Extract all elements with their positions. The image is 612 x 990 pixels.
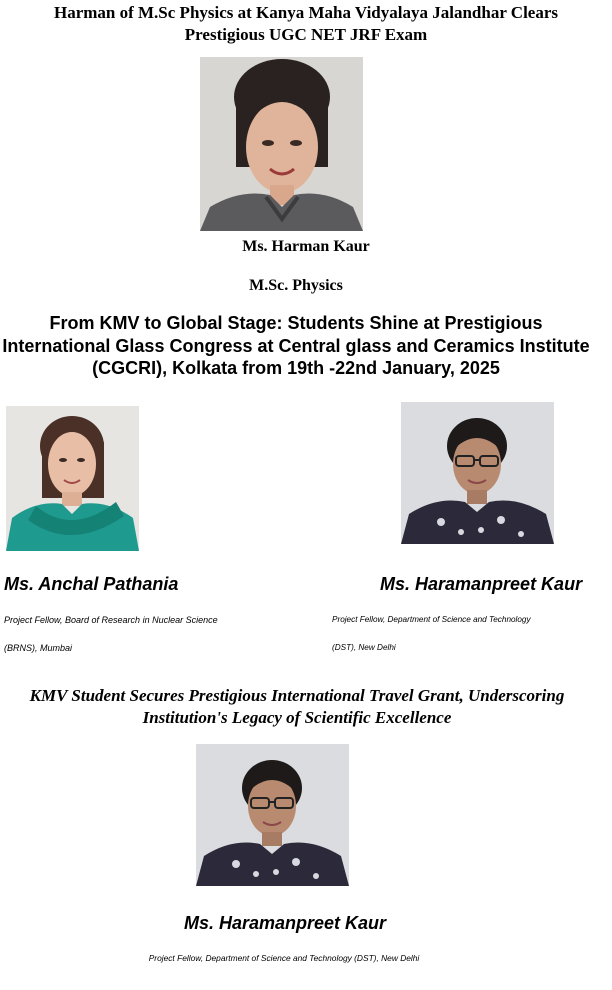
headline-ugc-net-line1: Harman of M.Sc Physics at Kanya Maha Vidyalaya Jalandhar Clears xyxy=(53,3,559,22)
role-anchal-line1: Project Fellow, Board of Research in Nuclear Science xyxy=(4,615,218,625)
role-anchal-line2: (BRNS), Mumbai xyxy=(4,643,73,653)
headline-ugc-net-line2: Prestigious UGC NET JRF Exam xyxy=(184,25,428,44)
photo-haramanpreet-kaur-1 xyxy=(401,402,554,544)
headline-glass-congress-line1: From KMV to Global Stage: Students Shine at Prestigious xyxy=(49,313,543,333)
role-haramanpreet-2: Project Fellow, Department of Science and Technology (DST), New Delhi xyxy=(148,953,420,963)
name-haramanpreet-kaur-1: Ms. Haramanpreet Kaur xyxy=(380,574,583,594)
role-haramanpreet-line1: Project Fellow, Department of Science and Technology xyxy=(332,615,531,624)
name-haramanpreet-kaur-2: Ms. Haramanpreet Kaur xyxy=(183,913,387,933)
photo-anchal-pathania xyxy=(6,406,139,551)
headline-ugc-net xyxy=(0,2,612,46)
role-haramanpreet-line2: (DST), New Delhi xyxy=(332,643,396,652)
headline-travel-grant-line2: Institution's Legacy of Scientific Excellence xyxy=(142,708,452,727)
headline-travel-grant xyxy=(0,685,594,729)
headline-travel-grant-line1: KMV Student Secures Prestigious International Travel Grant, Underscoring xyxy=(29,686,565,705)
name-anchal-pathania: Ms. Anchal Pathania xyxy=(4,574,179,594)
degree-msc-physics: M.Sc. Physics xyxy=(249,277,343,294)
headline-glass-congress-line2: International Glass Congress at Central glass and Ceramics Institute xyxy=(2,335,590,356)
photo-harman-kaur xyxy=(200,57,363,231)
photo-haramanpreet-kaur-2 xyxy=(196,744,349,886)
headline-glass-congress-line3: (CGCRI), Kolkata from 19th -22nd January, 2025 xyxy=(92,358,500,378)
name-harman-kaur: Ms. Harman Kaur xyxy=(242,238,370,255)
headline-glass-congress xyxy=(0,312,602,380)
